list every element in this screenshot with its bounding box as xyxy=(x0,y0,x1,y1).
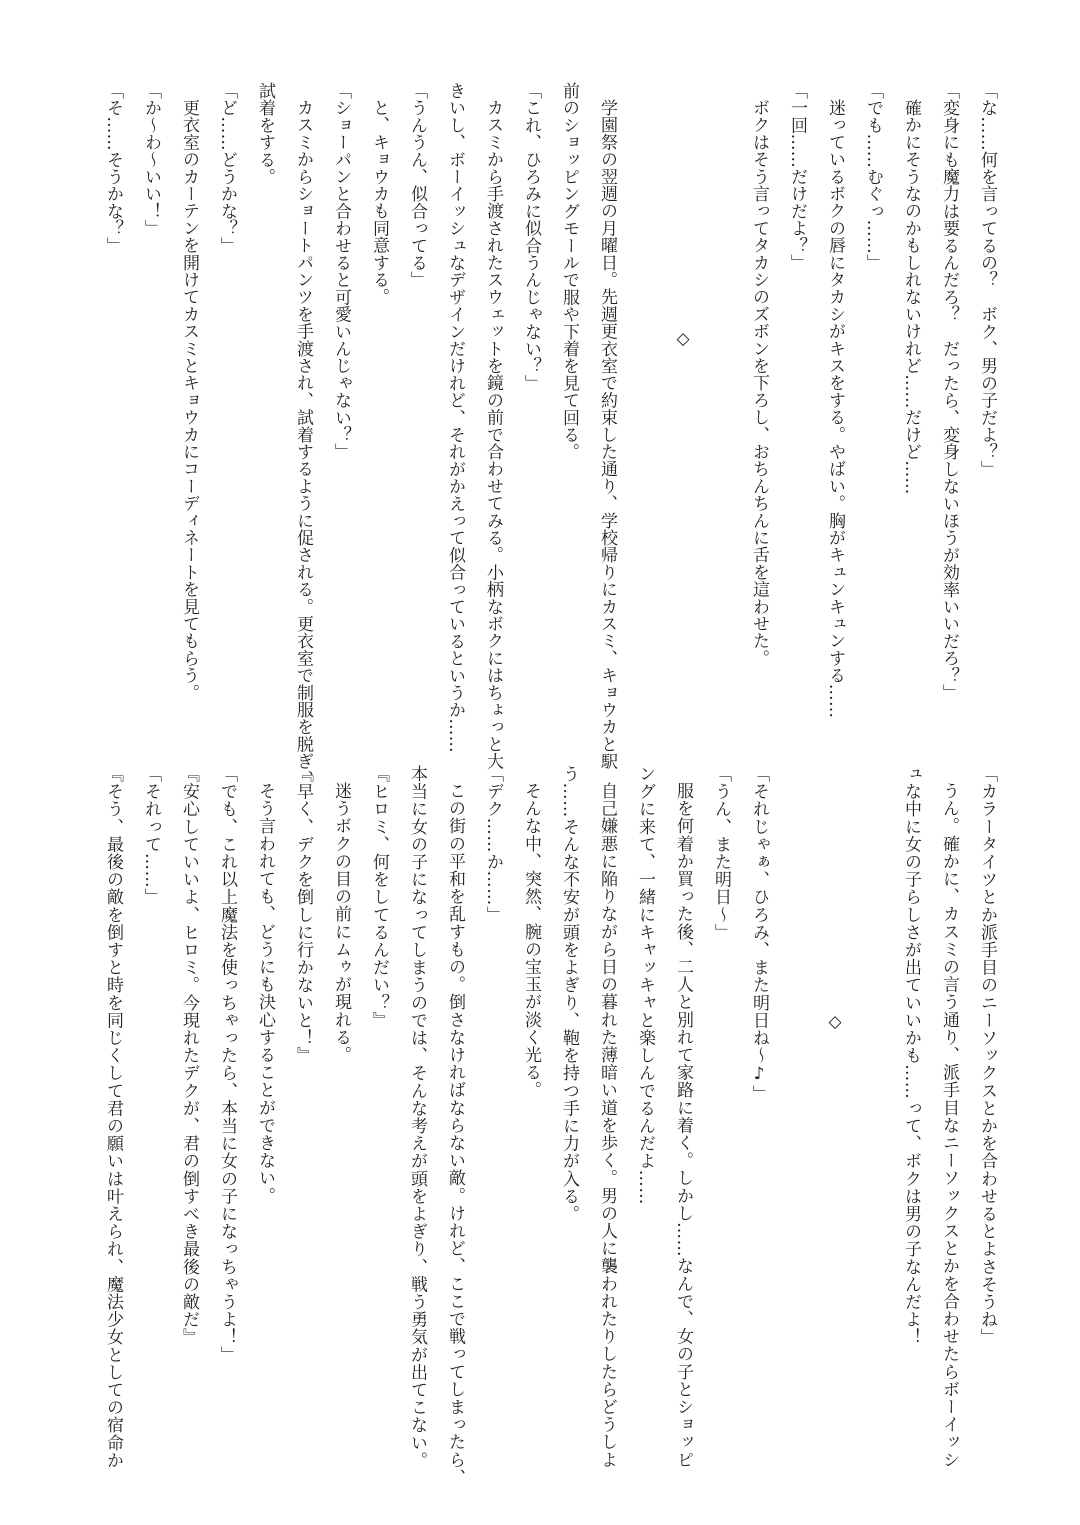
dialogue-line: 「ショーパンと合わせると可愛いんじゃない？」 xyxy=(331,82,351,461)
dialogue-line: 「か～わ～いい！」 xyxy=(141,82,161,237)
dialogue-line: 「うん、また明日～」 xyxy=(711,765,731,941)
dialogue-line: 「それって……」 xyxy=(141,765,161,906)
narration-line: カスミから手渡されたスウェットを鏡の前で合わせてみる。小柄なボクにはちょっと大 xyxy=(483,99,503,770)
dialogue-line: 「一回……だけだよ？」 xyxy=(787,82,807,272)
dialogue-line: 「でも……むぐっ……」 xyxy=(863,82,883,272)
narration-line: と、キョウカも同意する。 xyxy=(369,99,389,306)
narration-line: ュな中に女の子らしさが出ていいかも……って、ボクは男の子なんだよ！ xyxy=(901,765,921,1346)
dialogue-line: 「でも、これ以上魔法を使っちゃったら、本当に女の子になっちゃうよ！」 xyxy=(217,765,237,1364)
dialogue-line: 「デク……か……」 xyxy=(483,765,503,924)
narration-line: カスミからショートパンツを手渡され、試着するように促される。更衣室で制服を脱ぎ、 xyxy=(293,99,313,787)
bottom-text-block xyxy=(94,765,1006,1486)
dialogue-line: 「ど……どうかな？」 xyxy=(217,82,237,254)
narration-line: うん。確かに、カスミの言う通り、派手目なニーソックスとかを合わせたらボーイッシ xyxy=(939,782,959,1469)
blank-line xyxy=(626,82,664,752)
dialogue-line: 『そう、最後の敵を倒すと時を同じくして君の願いは叶えられ、魔法少女としての宿命か xyxy=(103,765,123,1469)
narration-line: きいし、ボーイッシュなデザインだけれど、それがかえって似合っているというか…… xyxy=(445,82,465,753)
dialogue-line: 「そ……そうかな？」 xyxy=(103,82,123,254)
narration-line: 確かにそうなのかもしれないけれど……だけど…… xyxy=(901,99,921,495)
narration-line: 自己嫌悪に陥りながら日の暮れた薄暗い道を歩く。男の人に襲われたりしたらどうしよ xyxy=(597,782,617,1469)
narration-line: そんな中、突然、腕の宝玉が淡く光る。 xyxy=(521,782,541,1099)
narration-line: この街の平和を乱すもの。倒さなければならない敵。けれど、ここで戦ってしまったら、 xyxy=(445,782,465,1486)
scene-break-diamond: ◇ xyxy=(673,328,693,349)
dialogue-line: 「うんうん、似合ってる」 xyxy=(407,82,427,289)
dialogue-line: 「変身にも魔力は要るんだろ？ だったら、変身しないほうが効率いいだろ？」 xyxy=(939,82,959,702)
narration-line: 本当に女の子になってしまうのでは、そんな考えが頭をよぎり、戦う勇気が出てこない。 xyxy=(407,765,427,1469)
narration-line: 試着をする。 xyxy=(255,82,275,186)
dialogue-line: 『安心していいよ、ヒロミ。今現れたデクが、君の倒すべき最後の敵だ』 xyxy=(179,765,199,1346)
narration-line: 迷うボクの目の前にムゥが現れる。 xyxy=(331,782,351,1064)
blank-line xyxy=(778,765,816,1455)
narration-line: 服を何着か買った後、二人と別れて家路に着く。しかし……なんで、女の子とショッピ xyxy=(673,782,693,1469)
blank-line xyxy=(702,82,740,752)
narration-line: う……そんな不安が頭をよぎり、鞄を持つ手に力が入る。 xyxy=(559,765,579,1223)
dialogue-line: 『早く、デクを倒しに行かないと！』 xyxy=(293,765,313,1065)
dialogue-line: 「カラータイツとか派手目のニーソックスとかを合わせるとよさそうね」 xyxy=(977,765,997,1346)
dialogue-line: 「それじゃぁ、ひろみ、また明日ね～♪」 xyxy=(749,765,769,1103)
dialogue-line: 『ヒロミ、何をしてるんだい？』 xyxy=(369,765,389,1029)
top-text-block xyxy=(94,82,1006,787)
blank-line xyxy=(854,765,892,1455)
scene-break-diamond: ◇ xyxy=(825,1011,845,1033)
dialogue-line: 「な……何を言ってるの？ ボク、男の子だよ？」 xyxy=(977,82,997,478)
narration-line: 前のショッピングモールで服や下着を見て回る。 xyxy=(559,82,579,461)
dialogue-line: 「これ、ひろみに似合うんじゃない？」 xyxy=(521,82,541,392)
narration-line: 学園祭の翌週の月曜日。先週更衣室で約束した通り、学校帰りにカスミ、キョウカと駅 xyxy=(597,99,617,770)
narration-line: そう言われても、どうにも決心することができない。 xyxy=(255,782,275,1205)
narration-line: 更衣室のカーテンを開けてカスミとキョウカにコーディネートを見てもらう。 xyxy=(179,99,199,701)
narration-line: 迷っているボクの唇にタカシがキスをする。やばい。胸がキュンキュンする…… xyxy=(825,99,845,719)
narration-line: ングに来て、一緒にキャッキャと楽しんでるんだよ…… xyxy=(635,765,655,1205)
narration-line: ボクはそう言ってタカシのズボンを下ろし、おちんちんに舌を這わせた。 xyxy=(749,99,769,667)
